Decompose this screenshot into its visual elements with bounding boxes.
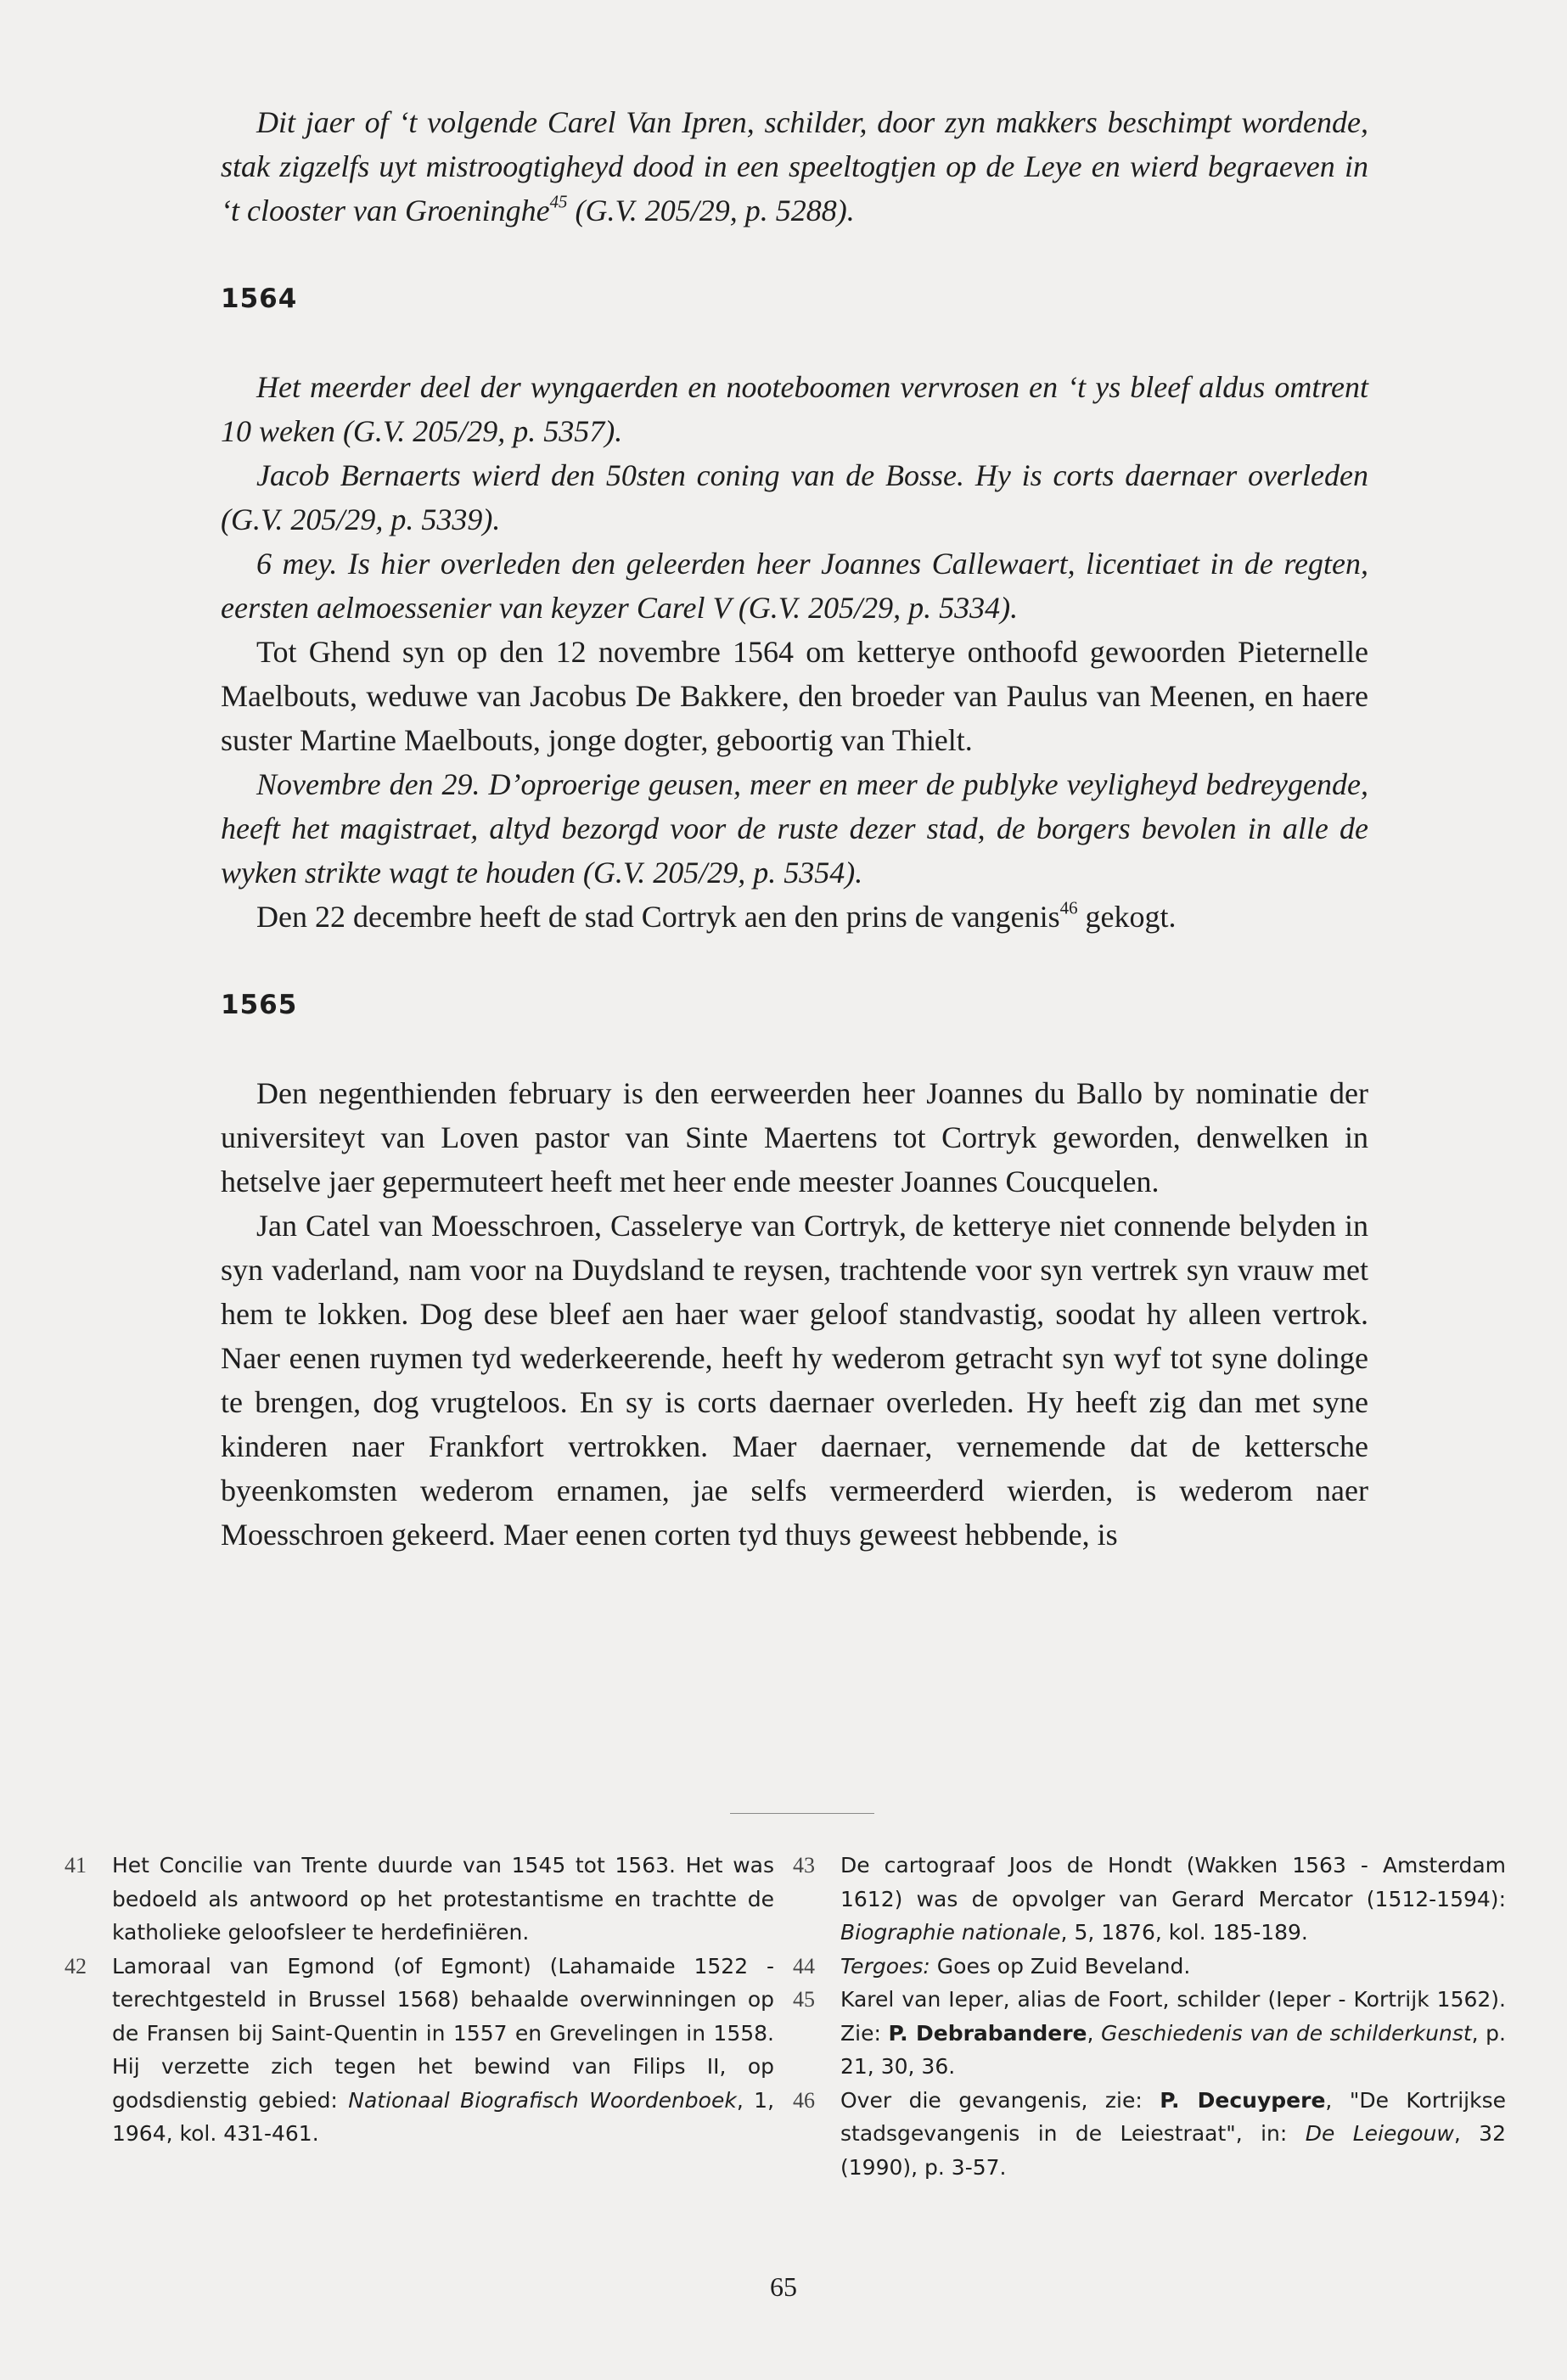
text-span: Goes op Zuid Beveland. (930, 1953, 1191, 1979)
year-heading-1564: 1564 (221, 283, 298, 314)
source-title: De Leiegouw (1305, 2121, 1454, 2146)
text-span: (G.V. 205/29, p. 5288). (567, 194, 855, 227)
footnote-number: 45 (793, 1987, 815, 2012)
footnote-46 (793, 2084, 1506, 2185)
text-span: Lamoraal van Egmond (of Egmont) (Lahamaide 1522 - terechtgesteld in Brussel 1568) behaalde overwinningen op de Fransen bij Saint-Quentin in 1557 en Grevelingen in 1558. Hij verzette zich tegen het bewind van Filips II, op godsdienstig gebied: (112, 1953, 774, 2113)
text-span: Karel van Ieper, alias de Foort, schilder (Ieper - Kortrijk 1562). Zie: (840, 1987, 1506, 2046)
text-span: De cartograaf Joos de Hondt (Wakken 1563 - Amsterdam 1612) was de opvolger van Gerard Mercator (1512-1594): (840, 1853, 1506, 1911)
footnote-43 (793, 1849, 1506, 1950)
footnote-text (840, 2084, 1506, 2185)
footnote-text (840, 1849, 1506, 1950)
footnote-44 (793, 1950, 1506, 1984)
footnote-number: 44 (793, 1953, 815, 1979)
source-title: Biographie nationale (840, 1920, 1061, 1945)
author-name: P. Debrabandere (888, 2020, 1087, 2046)
text-span: Over die gevangenis, zie: (840, 2087, 1160, 2113)
footnotes-right-column (793, 1849, 1506, 2184)
source-title: Nationaal Biografisch Woordenboek (348, 2087, 737, 2113)
footnote-41 (65, 1849, 774, 1950)
footnote-text (840, 1950, 1506, 1984)
text-span: , 32 (1990), p. 3-57. (840, 2121, 1506, 2180)
text-span: , p. 21, 30, 36. (840, 2020, 1506, 2079)
footnote-text: Het Concilie van Trente duurde van 1545 tot 1563. Het was bedoeld als antwoord op het protestantisme en trachtte de katholieke geloofsleer te herdefiniëren. (112, 1853, 774, 1945)
footnote-42 (65, 1950, 774, 2151)
text-span: Dit jaer of ‘t volgende Carel Van Ipren, schilder, door zyn makkers beschimpt wordende, stak zigzelfs uyt mistroogtigheyd dood in een speeltogtjen op de Leye en wierd begraeven in ‘t clooster van Groeninghe (221, 105, 1368, 227)
footnote-number: 46 (793, 2087, 815, 2113)
footnote-text (840, 1983, 1506, 2084)
text-span: , 5, 1876, kol. 185-189. (1060, 1920, 1308, 1945)
source-title: Geschiedenis van de schilderkunst (1101, 2020, 1472, 2046)
page-number: 65 (770, 2271, 797, 2302)
paragraph-jan-catel: Jan Catel van Moesschroen, Casselerye van Cortryk, de ketterye niet connende belyden in syn vaderland, nam voor na Duydsland te reysen, trachtende voor syn vertrek syn vrauw met hem te lokken. Dog dese bleef aen haer waer geloof standvastig, soodat hy alleen vertrok. Naer eenen ruymen tyd wederkeerende, heeft hy wederom getracht syn wyf tot syne dolinge te brengen, dog vrugteloos. En sy is corts daernaer overleden. Hy heeft zig dan met syne kinderen naer Frankfort vertrokken. Maer daernaer, vernemende dat de kettersche byeenkomsten wederom ernamen, jae selfs vermeerderd wierden, is wederom naer Moesschroen gekeerd. Maer eenen corten tyd thuys geweest hebbende, is (221, 1209, 1368, 1552)
footnote-ref-45[interactable]: 45 (549, 191, 568, 212)
paragraph-geusen: Novembre den 29. D’oproerige geusen, meer en meer de publyke veyligheyd bedreygende, heeft het magistraet, altyd bezorgd voor de ruste dezer stad, de borgers bevolen in alle de wyken strikte wagt te houden (G.V. 205/29, p. 5354). (221, 767, 1368, 890)
paragraph-carel-van-ipren (221, 100, 1368, 233)
footnote-45 (793, 1983, 1506, 2084)
footnote-number: 41 (65, 1853, 87, 1878)
main-text (221, 100, 1368, 1557)
text-span: Den 22 decembre heeft de stad Cortryk aen den prins de vangenis (256, 900, 1060, 934)
paragraph-wyngaerden: Het meerder deel der wyngaerden en nooteboomen vervrosen en ‘t ys bleef aldus omtrent 10 weken (G.V. 205/29, p. 5357). (221, 370, 1368, 448)
paragraph-du-ballo: Den negenthienden february is den eerweerden heer Joannes du Ballo by nominatie der universiteyt van Loven pastor van Sinte Maertens tot Cortryk geworden, denwelken in hetselve jaer gepermuteert heeft met heer ende meester Joannes Coucquelen. (221, 1076, 1368, 1198)
paragraph-ghend: Tot Ghend syn op den 12 novembre 1564 om ketterye onthoofd gewoorden Pieternelle Maelbouts, weduwe van Jacobus De Bakkere, den broeder van Paulus van Meenen, en haere suster Martine Maelbouts, jonge dogter, geboortig van Thielt. (221, 635, 1368, 757)
text-span: gekogt. (1077, 900, 1177, 934)
term: Tergoes: (840, 1953, 930, 1979)
footnote-divider (730, 1813, 874, 1814)
text-span: , 1, 1964, kol. 431-461. (112, 2087, 775, 2146)
footnote-number: 42 (65, 1953, 87, 1979)
text-span: , "De Kortrijkse stadsgevangenis in de Leiestraat", in: (840, 2087, 1506, 2146)
footnotes-left-column (65, 1849, 774, 2151)
author-name: P. Decuypere (1160, 2087, 1326, 2113)
text-span: , (1087, 2020, 1101, 2046)
paragraph-jacob-bernaerts: Jacob Bernaerts wierd den 50sten coning van de Bosse. Hy is corts daernaer overleden (G.V. 205/29, p. 5339). (221, 458, 1368, 536)
year-heading-1565: 1565 (221, 990, 298, 1020)
footnote-number: 43 (793, 1853, 815, 1878)
footnote-text (112, 1950, 774, 2151)
paragraph-vangenis (221, 895, 1368, 939)
paragraph-callewaert: 6 mey. Is hier overleden den geleerden heer Joannes Callewaert, licentiaet in de regten, eersten aelmoessenier van keyzer Carel V (G.V. 205/29, p. 5334). (221, 547, 1368, 625)
footnote-ref-46[interactable]: 46 (1059, 897, 1078, 918)
